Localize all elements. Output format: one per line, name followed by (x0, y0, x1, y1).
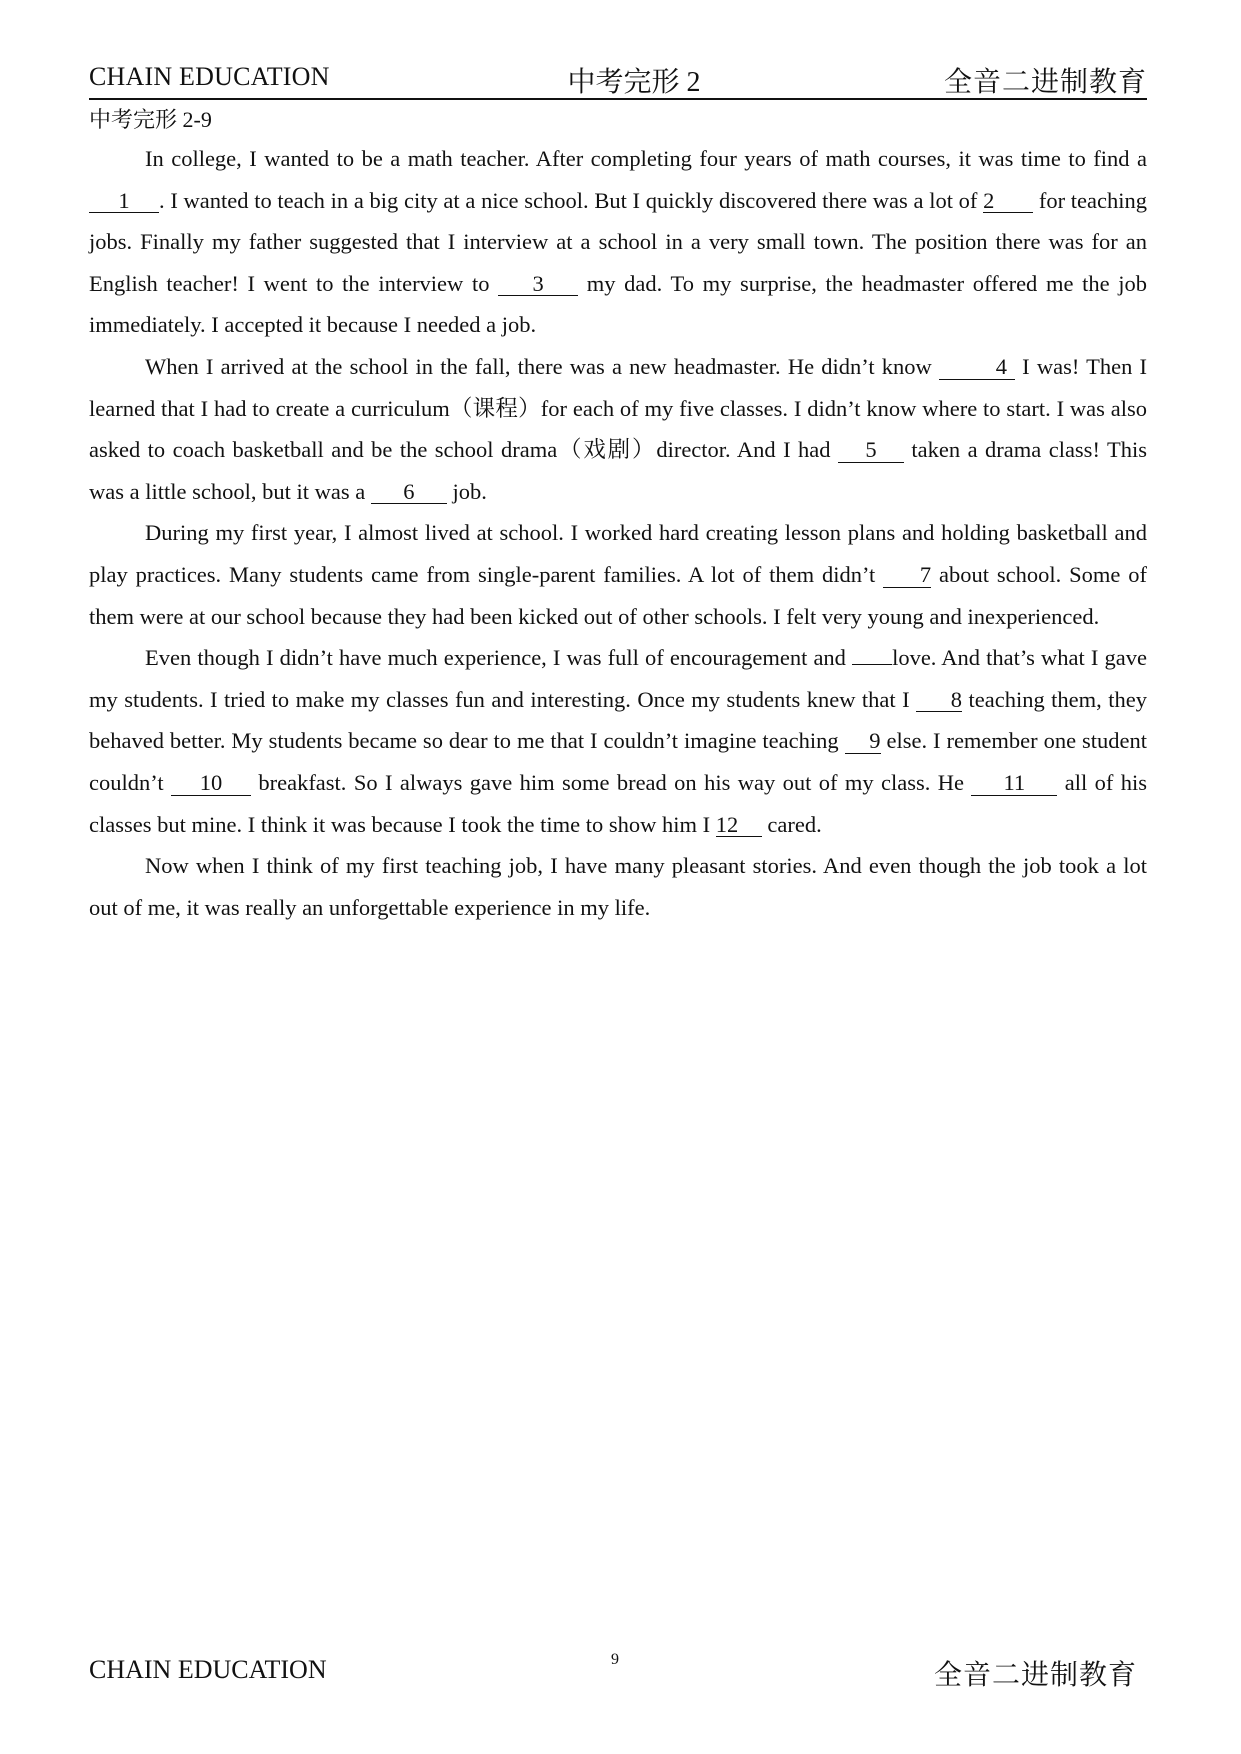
text-run: breakfast. So I always gave him some bread on his way out of my class. He (250, 769, 972, 795)
text-run: Even though I didn’t have much experience, I was full of encouragement and (145, 645, 853, 671)
text-run: . I wanted to teach in a big city at a nice school. But I quickly discovered there was a lot of (159, 187, 984, 213)
paragraph-1 (89, 138, 1147, 346)
blank-9: 9 (845, 729, 881, 754)
text-run: job. (446, 478, 487, 504)
blank-4: 4 (939, 355, 1015, 380)
paragraph-3 (89, 512, 1147, 637)
footer-brand-cn: 全音二进制教育 (933, 1660, 1137, 1691)
blank-10: 10 (171, 771, 251, 796)
text-run: about school. Some of them were at our school because they had been kicked out of other schools. I felt very young and inexperienced. (89, 561, 1147, 629)
paragraph-4 (89, 637, 1147, 845)
text-run: When I arrived at the school in the fall, there was a new headmaster. He didn’t know (145, 353, 939, 379)
text-run: all of his classes but mine. I think it was because I took the time to show him I (89, 769, 1147, 837)
text-run: In college, I wanted to be a math teacher. After completing four years of math courses, it was time to find a (145, 146, 1147, 171)
text-run: Now when I think of my first teaching job, I have many pleasant stories. And even though the job took a lot out of me, it was really an unforgettable experience in my life. (89, 853, 1147, 920)
text-run: cared. (761, 811, 822, 837)
text-run: I was! Then I learned that I had to create a curriculum（课程）for each of my five classes. I didn’t know where to start. I was also asked to coach basketball and be the school drama（戏剧）director. And I had (89, 353, 1148, 463)
page-header (89, 58, 1147, 100)
blank-8: 8 (916, 688, 962, 713)
blank-1: 1 (89, 189, 159, 214)
blank-7: 7 (883, 563, 931, 588)
blank-5: 5 (838, 438, 904, 463)
header-brand-en: CHAIN EDUCATION (89, 62, 330, 91)
section-title: 中考完形 2-9 (89, 107, 212, 132)
text-run: my dad. To my surprise, the headmaster offered me the job immediately. I accepted it because I needed a job. (89, 270, 1147, 338)
footer-brand-en: CHAIN EDUCATION (89, 1655, 327, 1684)
text-run: During my first year, I almost lived at school. I worked hard creating lesson plans and holding basketball and play practices. Many students came from single-parent families. A lot of them didn’t (89, 520, 1147, 587)
text-run: taken a drama class! This was a little school, but it was a (89, 437, 1147, 504)
header-brand-cn: 全音二进制教育 (943, 67, 1147, 98)
header-title: 中考完形 2 (567, 67, 701, 98)
text-run: for teaching jobs. Finally my father suggested that I interview at a school in a very small town. The position there was for an English teacher! I went to the interview to (89, 187, 1147, 296)
text-run: else. I remember one student couldn’t (89, 728, 1147, 795)
blank-2: 2 (983, 189, 1033, 214)
blank-3: 3 (498, 272, 578, 297)
blank-6: 6 (371, 480, 447, 505)
blank-unnumbered (852, 664, 892, 665)
cloze-article (89, 138, 1147, 928)
text-run: teaching them, they behaved better. My students became so dear to me that I couldn’t imagine teaching (89, 686, 1147, 754)
paragraph-2 (89, 346, 1147, 512)
text-run: love. And that’s what I gave my students. I tried to make my classes fun and interesting. Once my students knew that I (89, 645, 1147, 712)
blank-11: 11 (971, 771, 1057, 796)
blank-12: 12 (716, 813, 762, 838)
paragraph-5 (89, 845, 1147, 928)
page-number: 9 (611, 1651, 619, 1668)
